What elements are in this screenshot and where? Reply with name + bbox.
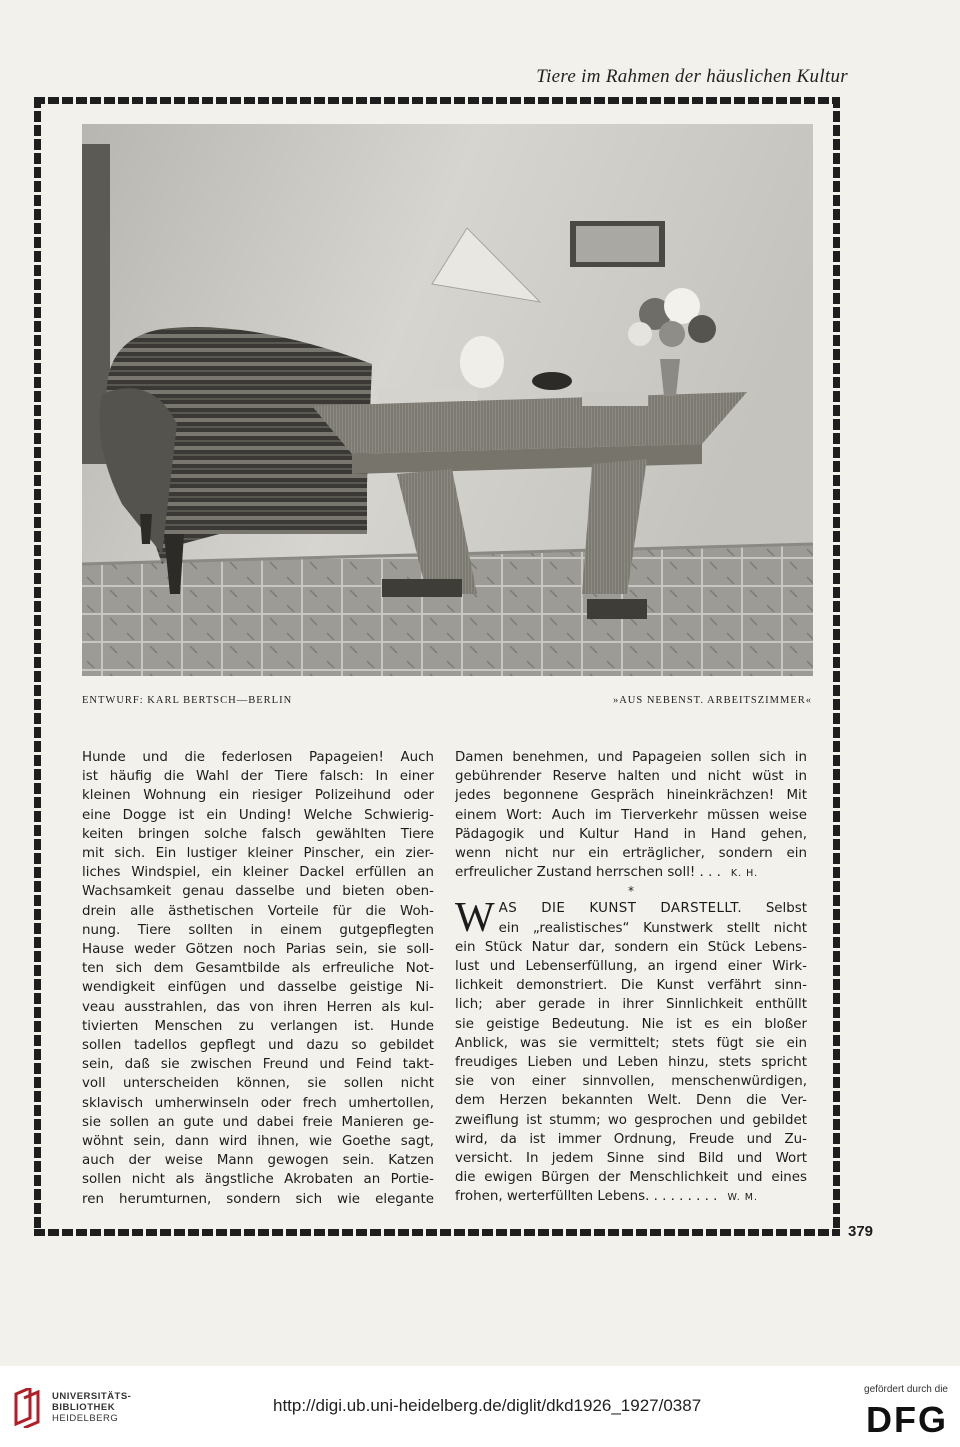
heading-continuation: Selbst <box>765 901 807 917</box>
library-name <box>52 1391 131 1424</box>
text-line: ein „realistisches“ Kunstwerk stellt nicht <box>498 920 807 936</box>
text-line: ein Stück Natur dar, sondern ein Stück Lebens- <box>455 939 807 955</box>
text-line: voll unterscheiden können, sie sollen nicht <box>82 1076 434 1092</box>
text-line: Damen benehmen, und Papageien sollen sich in <box>455 750 807 765</box>
text-line: wenn nicht nur ein erträglicher, sondern ein <box>455 846 807 862</box>
page-number: 379 <box>848 1223 874 1240</box>
text-line: zweiflung ist stumm; wo gesprochen und gebildet <box>455 1112 807 1128</box>
right-text-column <box>455 748 807 1208</box>
text-line: kleinen Wohnung ein riesiger Polizeihund oder <box>82 788 434 804</box>
text-line: auch der weise Mann gewogen sein. Katzen <box>82 1153 434 1169</box>
left-text-column <box>82 748 434 1209</box>
text-line: gebührender Reserve halten und nicht wüst in <box>455 769 807 785</box>
text-line: sie von einer sinnvollen, menschenwürdigen, <box>455 1074 807 1090</box>
text-line: jedes begonnene Gespräch hineinkrächzen! Mit <box>455 788 807 804</box>
frame-left <box>34 97 41 1236</box>
text-line: lust und Lebenserfüllung, an irgend einer Wirk- <box>455 959 807 975</box>
text-line: veau ausstrahlen, das von ihren Herren als kul- <box>82 999 434 1015</box>
text-line: sollen nicht als ängstliche Akrobaten an Portie- <box>82 1172 434 1188</box>
text-line: ist häufig die Wahl der Tiere falsch: In einer <box>82 769 434 785</box>
author-signature: K. H. <box>730 868 759 880</box>
text-line: lich; aber gerade in ihrer Sinnlichkeit enthüllt <box>455 997 807 1013</box>
text-line: einem Wort: Auch im Tierverkehr müssen weise <box>455 807 807 823</box>
text-line: eine Dogge ist ein Unding! Welche Schwierig- <box>82 807 434 823</box>
text-line: freudiges Lieben und Leben hinzu, stets spricht <box>455 1055 807 1071</box>
permalink-url[interactable]: http://digi.ub.uni-heidelberg.de/diglit/dkd1926_1927/0387 <box>273 1396 702 1415</box>
text-line: Hunde und die federlosen Papageien! Auch <box>82 750 434 765</box>
heading-line <box>499 899 807 918</box>
text-line: Hause weder Götzen noch Parias sein, sie soll- <box>82 942 434 958</box>
section-title: AS DIE KUNST DARSTELLT. <box>498 901 743 917</box>
text-line: drein alle ästhetischen Vorteile für die Woh- <box>82 903 434 919</box>
text-line: sein, daß sie zwischen Freund und Feind takt- <box>82 1057 434 1073</box>
frame-right <box>833 97 840 1236</box>
library-logo-icon <box>10 1388 44 1428</box>
text-line: sie sollen an gute und dabei freie Manieren ge- <box>82 1114 434 1130</box>
text-line: versicht. In jedem Sinne sind Bild und Wort <box>455 1151 807 1167</box>
section-heading <box>455 899 807 937</box>
frame-top <box>34 97 840 104</box>
text-line <box>455 1187 807 1207</box>
frame-bottom <box>34 1229 840 1236</box>
text-line: dem Herzen bekannten Welt. Denn die Ver- <box>455 1093 807 1109</box>
text-line: wöhnt sein, dann wird ihnen, wie Goethe sagt, <box>82 1134 434 1150</box>
text-line: keiten bringen solche falsch gewählten Tiere <box>82 826 434 842</box>
library-name-line: UNIVERSITÄTS- <box>52 1391 132 1402</box>
text-line: ren herumturnen, sondern sich wie elegante <box>82 1191 434 1207</box>
text-line: die ewigen Bürgen der Menschlichkeit und eines <box>455 1170 807 1186</box>
running-head: Tiere im Rahmen der häuslichen Kultur <box>536 66 848 87</box>
paragraph-end: frohen, werterfüllten Lebens. . . . . . . . . <box>455 1189 718 1205</box>
text-line: nung. Tiere sollten in einem gutgepflegten <box>82 922 434 938</box>
text-line: mit sich. Ein lustiger kleiner Pinscher, ein zier- <box>82 846 434 862</box>
author-signature: W. M. <box>727 1192 758 1204</box>
paragraph-end: erfreulicher Zustand herrschen soll! . . . <box>455 865 721 881</box>
text-line: lichkeit demonstriert. Die Kunst verfährt sinn- <box>455 978 807 994</box>
text-line: sie geistige Bedeutung. Nie ist es ein bloßer <box>455 1016 807 1032</box>
interior-photograph <box>82 124 813 676</box>
photo-caption-title: »AUS NEBENST. ARBEITSZIMMER« <box>612 695 812 706</box>
library-name-line: BIBLIOTHEK <box>52 1402 116 1413</box>
photo-caption-designer: ENTWURF: KARL BERTSCH—BERLIN <box>82 695 293 706</box>
dfg-logo: DFG <box>866 1399 948 1440</box>
section-separator: * <box>628 884 634 899</box>
text-line: sklavisch umherwinseln oder frech umhertollen, <box>82 1095 434 1111</box>
text-line: wird, da ist immer Ordnung, Freude und Zu- <box>455 1131 807 1147</box>
library-name-line: HEIDELBERG <box>52 1413 119 1424</box>
text-line <box>455 863 807 883</box>
funding-note: gefördert durch die <box>864 1384 948 1395</box>
dropcap: W <box>455 899 495 938</box>
text-line: sollen tadellos gepflegt und dazu so gebildet <box>82 1038 434 1054</box>
text-line: liches Windspiel, ein kleiner Dackel erfüllen an <box>82 865 434 881</box>
text-line: Wachsamkeit genau dasselbe und bieten oben- <box>82 884 434 900</box>
text-line: tivierten Menschen zu verlangen ist. Hunde <box>82 1018 434 1034</box>
text-line: wendigkeit einfügen und dasselbe geistige Ni- <box>82 980 434 996</box>
text-line: Anblick, was sie vermittelt; stets fügt sie ein <box>455 1035 807 1051</box>
digitization-footer <box>0 1366 960 1447</box>
text-line: Pädagogik und Kultur Hand in Hand gehen, <box>455 826 807 842</box>
text-line: ten sich dem Gesamtbilde als erfreuliche Not- <box>82 961 434 977</box>
